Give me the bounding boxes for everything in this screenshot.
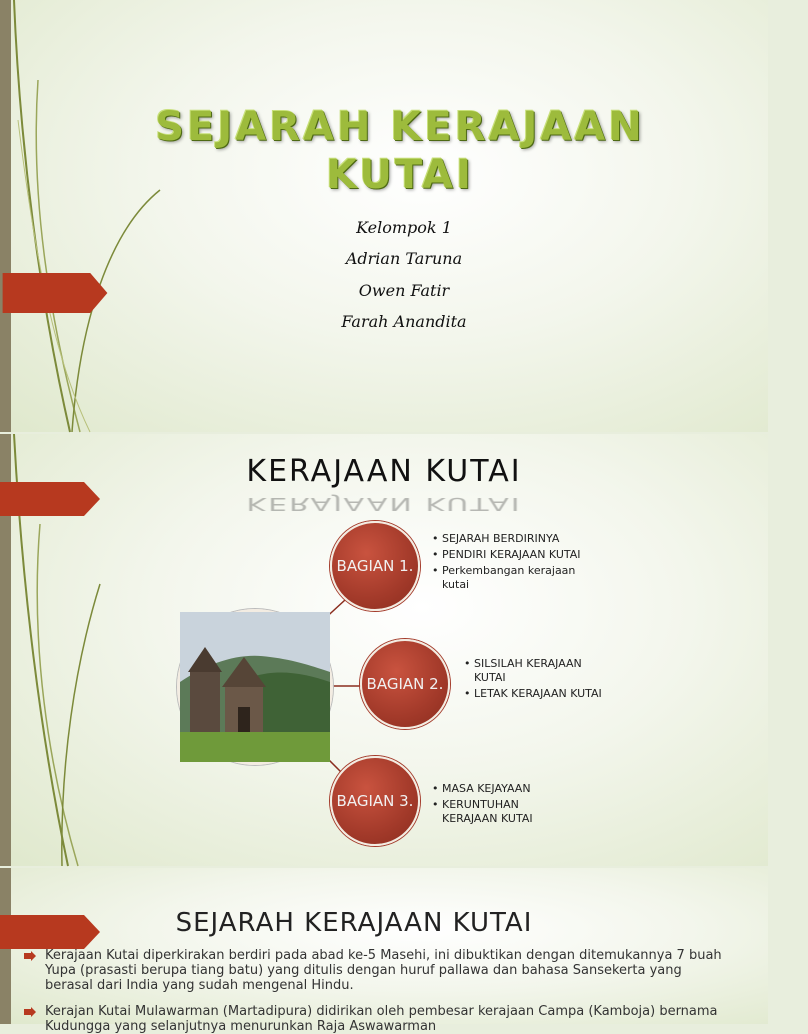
bullet-item: • SILSILAH KERAJAAN KUTAI bbox=[464, 657, 604, 685]
author-line: Owen Fatir bbox=[358, 281, 450, 300]
section-node: BAGIAN 2. bbox=[360, 639, 450, 729]
main-title-line2: KUTAI bbox=[326, 152, 474, 198]
paragraph: Kerajaan Kutai diperkirakan berdiri pada abad ke-5 Masehi, ini dibuktikan dengan ditemukannya 7 buah Yupa (prasasti berupa tiang batu) yang ditulis dengan huruf pallawa dan bahasa Sansekerta yang berasal dari India yang sudah mengenal Hindu. bbox=[45, 948, 722, 993]
author-line: Adrian Taruna bbox=[345, 249, 463, 268]
title-slide bbox=[0, 0, 768, 432]
author-line: Farah Anandita bbox=[341, 312, 467, 331]
author-line: Kelompok 1 bbox=[356, 218, 452, 237]
bullet-item: • LETAK KERAJAAN KUTAI bbox=[464, 687, 604, 701]
slide-title-reflection: KERAJAAN KUTAI bbox=[246, 493, 522, 514]
outline-slide bbox=[0, 434, 768, 866]
bullet-item: • PENDIRI KERAJAAN KUTAI bbox=[432, 548, 582, 562]
section-bullets bbox=[432, 532, 582, 594]
arrow-bullet-icon bbox=[24, 1007, 36, 1017]
bullet-item: • MASA KEJAYAAN bbox=[432, 782, 572, 796]
bullet-item: • SEJARAH BERDIRINYA bbox=[432, 532, 582, 546]
bullet-item: • KERUNTUHAN KERAJAAN KUTAI bbox=[432, 798, 572, 826]
slide-title: KERAJAAN KUTAI bbox=[246, 454, 522, 489]
section-node: BAGIAN 3. bbox=[330, 756, 420, 846]
slide-title: SEJARAH KERAJAAN KUTAI bbox=[175, 908, 533, 938]
temple-photo bbox=[177, 609, 333, 765]
paragraph: Kerajan Kutai Mulawarman (Martadipura) didirikan oleh pembesar kerajaan Campa (Kamboja) bernama Kudungga yang selanjutnya menurunkan Raja Aswawarman bbox=[45, 1004, 718, 1034]
section-node: BAGIAN 1. bbox=[330, 521, 420, 611]
grass-decoration bbox=[0, 0, 200, 432]
section-bullets bbox=[432, 782, 572, 828]
history-slide bbox=[0, 868, 768, 1034]
arrow-bullet-icon bbox=[24, 951, 36, 961]
bullet-item: • Perkembangan kerajaan kutai bbox=[432, 564, 582, 592]
main-title-line1: SEJARAH KERAJAAN bbox=[155, 104, 645, 150]
section-bullets bbox=[464, 657, 604, 703]
